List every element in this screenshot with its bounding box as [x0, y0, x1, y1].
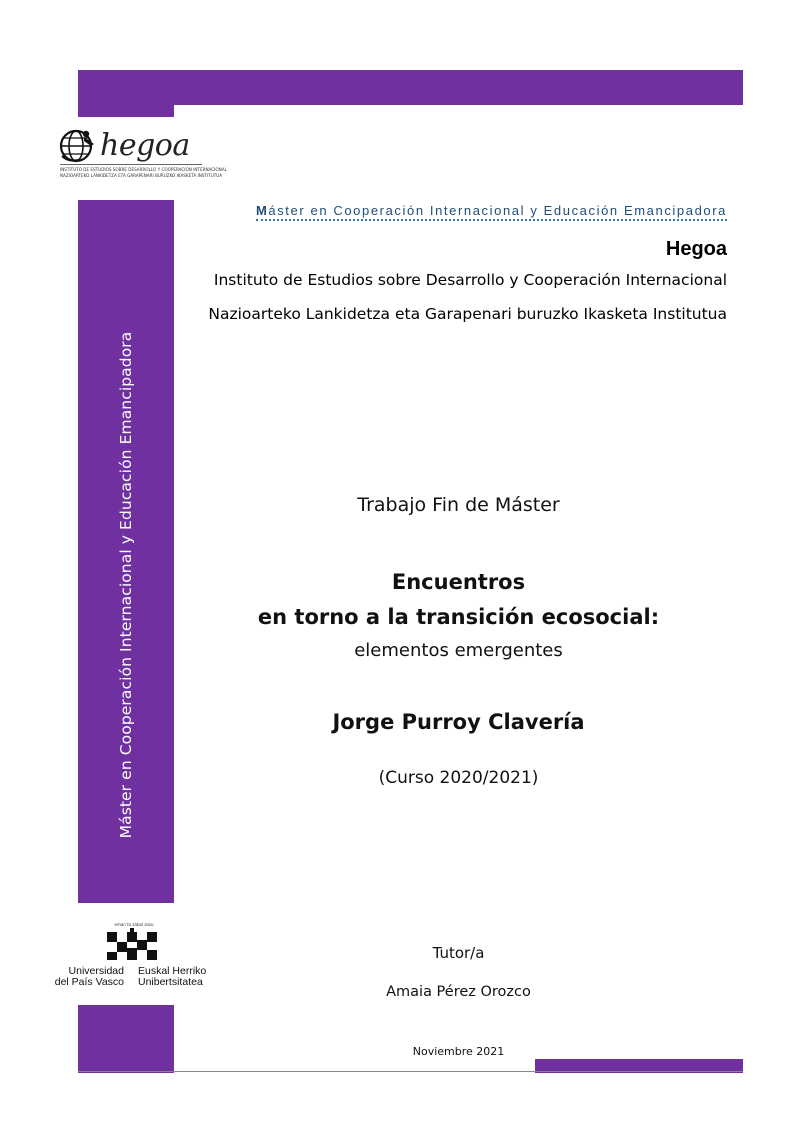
tutor-label: Tutor/a — [432, 944, 485, 962]
hegoa-logo-subtitle — [60, 168, 227, 179]
globe-figure-icon — [58, 126, 100, 166]
upv-name-es-line1: Universidad — [68, 965, 124, 977]
side-bar-text: Máster en Cooperación Internacional y Educación Emancipadora — [117, 331, 135, 839]
master-header-initial: M — [255, 203, 269, 218]
title-line-1: Encuentros — [391, 570, 526, 594]
upv-motto: eman ta zabal zazu — [114, 922, 154, 927]
master-header — [256, 203, 727, 221]
document-type: Trabajo Fin de Máster — [357, 494, 560, 516]
upv-name-eu — [138, 966, 206, 988]
upv-emblem-icon — [106, 928, 158, 962]
institute-name: Hegoa — [665, 238, 727, 260]
top-purple-bar — [78, 70, 743, 105]
date: Noviembre 2021 — [412, 1045, 505, 1058]
hegoa-wordmark: hegoa — [100, 128, 190, 163]
hegoa-subtitle-line2: NAZIOARTEKO LANKIDETZA ETA GARAPENARI BURUZKO IKASKETA INSTITUTUA — [60, 173, 223, 179]
tutor-name: Amaia Pérez Orozco — [386, 984, 531, 1000]
upv-name-es — [55, 966, 124, 988]
upv-name-eu-line2: Unibertsitatea — [138, 976, 203, 988]
top-left-purple-tab — [78, 105, 174, 117]
bottom-rule — [78, 1071, 743, 1072]
author-name: Jorge Purroy Clavería — [332, 710, 585, 734]
master-header-rest: áster en Cooperación Internacional y Educación Emancipadora — [268, 203, 727, 218]
title-line-2: en torno a la transición ecosocial: — [257, 605, 660, 629]
institute-name-es: Instituto de Estudios sobre Desarrollo y Cooperación Internacional — [213, 271, 727, 289]
bottom-left-purple-bar — [78, 1005, 174, 1073]
institute-name-eu: Nazioarteko Lankidetza eta Garapenari buruzko Ikasketa Institutua — [208, 305, 727, 323]
upv-name-eu-line1: Euskal Herriko — [138, 965, 207, 977]
hegoa-subtitle-line1: INSTITUTO DE ESTUDIOS SOBRE DESARROLLO Y COOPERACIÓN INTERNACIONAL — [60, 168, 227, 173]
upv-name-es-line2: del País Vasco — [54, 976, 124, 988]
upv-logo — [56, 918, 206, 990]
hegoa-logo-rule — [60, 164, 202, 165]
subtitle: elementos emergentes — [354, 640, 563, 661]
course-year: (Curso 2020/2021) — [378, 768, 539, 788]
